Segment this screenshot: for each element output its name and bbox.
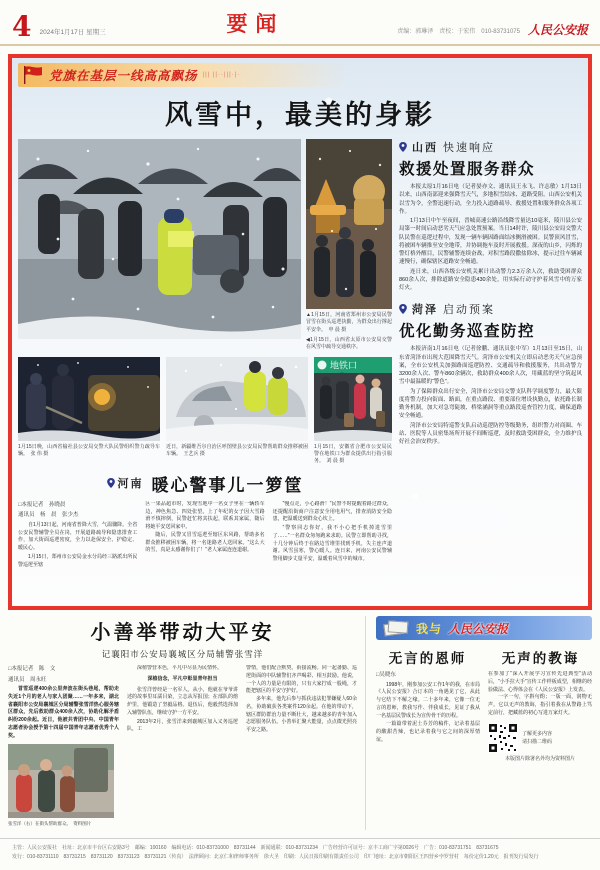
location-pin-icon (399, 142, 407, 152)
article-heze-headline: 优化勤务巡查防控 (399, 323, 536, 341)
article-zhangxueyang-subtitle: 记襄阳市公安局襄城区分局辅警张雪洋 (101, 649, 264, 659)
article-heze (399, 301, 582, 446)
article-column (8, 665, 119, 829)
photo-subway-entrance (314, 357, 392, 441)
body-paragraph: 区一果品超市时，发现雪地中一名女子坐在一辆轿车边，神色焦急、四处张望。上了年纪的女子因大雪路滑不慎摔倒，民警赶忙将其扶起，联系其家属，随后将她平安送回家中。 (145, 500, 265, 530)
photo-figure (314, 357, 392, 465)
photo-caption: ▲1月15日，河南省郑州市公安局民警冒雪在街头巡逻执勤，为群众出行撑起平安伞。 申 晨 摄 (306, 312, 392, 333)
byline: 通讯员 周永旺 (8, 676, 47, 683)
article-column (246, 665, 357, 829)
article-zhangxueyang-headline: 小善举带动大平安 (90, 622, 275, 644)
page-number: 4 (12, 9, 32, 43)
body-paragraph: 一篇篇带着泥土芬芳的稿件，记录着基层的酸甜苦辣，也记录着我与它之间的深厚情谊。 (376, 721, 480, 743)
body-paragraph: 1月13日中午至夜间，晋城高速公路沿线降雪量达10毫米，陵川县公安局第一时间启动恶劣天气应急处置预案。当日14时许，陵川县公安局交警大队民警在巡逻过程中，发现一辆车辆因路面结冰侧滑被困。民警顶风冒雪，将被困车辆推至安全地带，并协调拖车及时开展救援。深夜的山乡，闪烁的警灯格外醒目，民警辅警连续奋战，对积雪路段撒盐除冰，提示过往车辆减速慢行，确保辖区道路安全畅通。 (399, 218, 582, 266)
body-paragraph: 随后，民警又冒雪巡逻至辖区东风路，帮助多名群众推移被困车辆，将一名迷路老人送回家。“这么大的雪，真是太感谢你们了！”老人家属连连道谢。 (145, 531, 265, 554)
article-henan-header (18, 471, 392, 496)
location-tag: 启动预案 (443, 304, 495, 317)
article-shanxi-headline: 救援处置服务群众 (399, 161, 536, 178)
subway-sign-text: 地铁口 (330, 360, 358, 371)
qr-code[interactable] (488, 723, 518, 753)
photo-caption: 1月15日晚，山西省榆社县公安局交警大队民警组织警力疏导车辆。 张 伟 摄 (18, 443, 160, 457)
editor-credits: 责编：郭琳泽 责校：于宏伟 010-83731075 (397, 29, 520, 35)
lead-paragraph: 冒雪巡逻400余公里奔波在街头巷尾，帮助走失近1个月的老人与家人团聚……一年多来，湖北省襄阳市公安局襄城区分局辅警张雪洋热心服务辖区群众，先后救助群众400余人次，协助化解矛盾纠纷200余起。近日，他被共青团中央、中国青年志愿者协会授予第十四届中国青年志愿者优秀个人奖。 (8, 686, 119, 739)
location-tag: 快速响应 (443, 142, 495, 154)
body-paragraph: 本报济南1月16日电（记者徐鹏、通讯员张中军）1月13日至15日，山东省菏泽市出现大范围降雪天气。菏泽市公安机关立即启动恶劣天气应急预案，全市公安机关加强路面巡逻防控、交通疏导和救援服务，共出动警力3200余人次、警车860余辆次，救助群众400余人次，用藏蓝的坚守筑起风雪中最温暖的“警色”。 (399, 346, 582, 386)
article-column (273, 501, 392, 619)
article-henan (18, 471, 392, 619)
body-paragraph: 警情，他们配合默契、衔接流畅。同一起备勤、巡逻街面的中队辅警们齐声喝彩、相互鼓励。他说，一个人的力量是有限的，只有大家拧成一股绳，才能把辖区的平安守护好。 (246, 665, 357, 695)
byline: □本报记者 陈 文 (8, 666, 56, 672)
byline: 通讯员 杨 晨 张少杰 (18, 512, 79, 519)
body-paragraph: “警察同志你好，我不小心把手机掉进雪里了……”一名群众匆匆跑来求助。民警立即帮助寻找，十几分钟后终于在路边雪堆里找到手机，失主连声道谢。风雪虽寒，警心暖人。连日来，河南公安民警辅警用脚步丈量平安，温暖着风雪中的城市。 (272, 525, 392, 562)
article-column (127, 665, 238, 829)
bottom-section (8, 616, 592, 830)
location-name: 山西 (412, 142, 438, 154)
masthead-logo: 人民公安报 (527, 23, 588, 37)
location-pin-icon (107, 478, 115, 488)
photo-caption: 1月15日，安徽省合肥市公安局民警在地铁口为群众提供出行指引服务。 刘 晨 摄 (314, 443, 392, 464)
photo-snow-crowd-police (18, 139, 301, 339)
article-shanxi-header (399, 139, 582, 155)
feature-left-main (18, 139, 392, 619)
body-paragraph: 本报太原1月16日电（记者晏亦文、通讯员王永飞、许志敏）1月13日以来，山西南部迎来强降雪天气，多地积雪结冰、道路受阻。山西公安机关以雪为令，全警迅速行动，全力投入道路疏导、救援处置和服务群众各项工作。 (399, 184, 582, 215)
feature-body (18, 139, 582, 619)
banner-logo: 人民公安报 (448, 621, 509, 636)
qr-block (488, 723, 592, 753)
location-row (107, 475, 144, 491)
location-name: 菏泽 (412, 304, 438, 317)
photo-row-1 (18, 139, 392, 351)
banner-slogan: 党旗在基层一线高高飘扬 (49, 68, 198, 83)
feature-section (8, 54, 592, 610)
body-paragraph: 1998年，刚参加公安工作1年的我，在市局《人民公安报》合订本的一角遇见了它，从此与它结下不解之缘。二十多年来，它像一位无言的恩师，教我写作、伴我成长，见证了我从一名基层民警成长为宣传骨干的历程。 (376, 681, 480, 719)
photo-caption: ◀1月15日，山西省太原市公安局交警在风雪中疏导交通秩序。 (306, 336, 392, 350)
article-henan-headline: 暖心警事儿一箩筐 (151, 475, 304, 495)
photo-figure (8, 744, 119, 828)
article-shanxi (399, 139, 582, 292)
photo-figure (166, 357, 308, 465)
byline: □本报记者 孙晓晨 (18, 501, 66, 508)
body-paragraph: 2013年2月，张雪洋来到襄城区加入义务巡逻队，工 (127, 718, 238, 733)
banner-decoration: ||| ||··|||·|· (202, 72, 241, 78)
photo-credit-note: 本版图片除署名外均为资料图片 (504, 755, 575, 762)
location-name: 河南 (117, 478, 144, 491)
article-shanxi-body (399, 183, 582, 292)
essay-right-headline: 无声的教诲 (501, 651, 580, 666)
feature-right-column (399, 139, 582, 619)
page-footer (0, 838, 600, 862)
reader-column (376, 616, 592, 830)
qr-caption (522, 730, 552, 746)
body-paragraph: “慢点走，小心路滑！”民警不时提醒着路过群众，还提醒沿街商户注意安全用电用气，排查消防安全隐患，把温暖送到群众心坎上。 (272, 500, 392, 523)
photo-night-shoveling (18, 357, 160, 441)
body-paragraph: 1月15日，郑州市公安局金水分局经三路派出所民警巡逻至辖 (18, 553, 138, 568)
article-column (18, 501, 137, 619)
article-heze-body (399, 345, 582, 446)
qr-caption-line: 请扫描二维码 (522, 738, 553, 745)
photo-caption: 张雪洋（右）在街头帮助群众。 资料图片 (8, 821, 92, 827)
reader-column-banner (376, 616, 592, 640)
page-header (0, 0, 600, 46)
photo-caption: 近日，新疆维吾尔自治区呼图壁县公安局民警帮助群众推移被困车辆。 王艺兵 摄 (166, 443, 308, 457)
footer-line: 发行：010-83731110 83731215 83731120 83731123 83731121（传真） 法律顾问：北京仁和律师事务所 徐大圣 印刷：人民日报印刷有限责任公司 印厂地址：北京市朝阳区王四营乡孛罗营村 每份定价1.20元 报刊发行局发行 (12, 854, 539, 860)
essay-right-column (488, 671, 592, 821)
body-paragraph: 在参加了“深入开展学习宣传先进典型”活动后，“小手拉大手”宣传工作样板成型，相继的经验做法、心得体会在《人民公安报》上发表。 (488, 671, 592, 693)
body-paragraph: 自1月13日起，河南省普降大雪，气温骤降。全省公安民警辅警全员在岗，开展道路疏导和隐患排查工作，加大街面巡逻密度，全力以赴保安全、护稳定、暖民心。 (18, 521, 138, 552)
article-column (145, 501, 264, 619)
photo-snowy-car-rescue (166, 357, 308, 441)
essay-left-column (376, 671, 480, 821)
article-heze-header (399, 301, 582, 317)
photo-golden-gate-night (306, 139, 392, 309)
newspaper-stack-icon (384, 620, 410, 637)
body-paragraph: 多年来，他先后参与抓获违法犯罪嫌疑人60余名，协助破获各类案件120余起。在他的带动下，辖区群防群治力量不断壮大，越来越多的青年加入志愿服务队伍。小善举汇聚大能量，点点微光照亮平安之路。 (246, 696, 357, 733)
body-paragraph: 为了保障群众出行安全，菏泽市公安局交警支队科学调度警力，最大限度将警力投向街面、路面，在重点路段、重要部位增设执勤点，依托路长制勤务机制，加大对急弯陡坡、桥梁涵洞等重点路段巡查管控力度，确保道路安全畅通。 (399, 388, 582, 420)
body-paragraph: 张雪洋曾经是一名军人。从小，他就在爷爷讲述的故事里耳濡目染，立志从军报国；在部队的熔炉里，他锻造了坚毅品格。退伍后，他毅然选择加入辅警队伍，继续守护一方平安。 (127, 686, 238, 716)
party-flag-banner (18, 63, 348, 87)
qr-caption-line: 了解更多内容 (522, 730, 553, 737)
article-zhangxueyang-columns (8, 665, 357, 829)
sub-headline: 深植信念，平凡中彰显青年担当 (147, 675, 218, 682)
photo-street-help (8, 744, 114, 818)
reader-columns (376, 671, 592, 821)
article-henan-columns (18, 501, 392, 619)
article-zhangxueyang (8, 616, 366, 830)
location-pin-icon (399, 304, 407, 314)
section-title: 要闻 (226, 13, 285, 36)
photo-figure (18, 357, 160, 465)
header-right (397, 21, 588, 38)
body-paragraph: 深植警营本色，平凡中尽显为民情怀。 (137, 665, 223, 671)
red-flag-icon (22, 66, 44, 84)
essay-left-headline: 无言的恩师 (388, 651, 467, 666)
footer-line: 主管：人民公安报社 社址：北京市丰台区右安路3号 邮编：100160 编辑电话：010-83731000 83731144 新闻通联：010-83731234 广告经营许可证号：京丰工商广字第0026号 广告：010-83731751 83731675 (12, 845, 499, 851)
page-date: 2024年1月17日 星期三 (39, 29, 106, 36)
vertical-photo-column (306, 139, 392, 351)
body-paragraph: 菏泽市公安局特巡警支队启动巡逻防控等级勤务，组织警力对商圈、车站、医院等人员密集场所开展不间断巡逻，及时救助受困群众，全力维护良好社会治安秩序。 (399, 422, 582, 445)
header-left (12, 9, 106, 43)
banner-prefix: 我与 (416, 621, 443, 636)
feature-headline: 风雪中，最美的身影 (165, 100, 435, 130)
photo-row-2 (18, 357, 392, 465)
body-paragraph: 一字一句，字斟句酌；一版一面，润物无声。它以无声的教诲，指引着我在从警路上笃定前行，把藏蓝的初心写进万家灯火。 (488, 694, 592, 716)
byline: □吴晓东 (376, 672, 396, 678)
reader-headlines (376, 647, 592, 667)
body-paragraph: 连日来，山西各级公安机关累计出动警力2.3万余人次，救助受困群众860余人次，排除道路安全隐患430余处，用实际行动守护着风雪中的万家灯火。 (399, 268, 582, 291)
